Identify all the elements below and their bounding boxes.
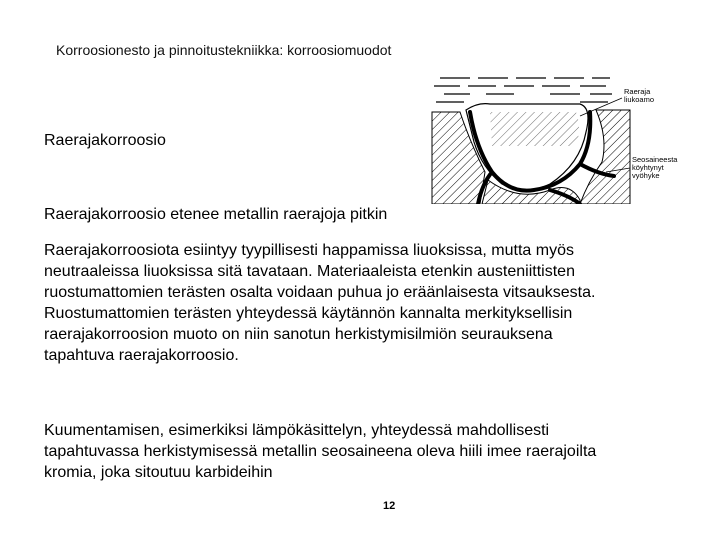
metal-grain-center-shade [490,112,579,146]
paragraph-sensitization: Kuumentamisen, esimerkiksi lämpökäsittelyn, yhteydessä mahdollisesti tapahtuvassa herkistymisessä metallin seosaineena oleva hiili imee raerajoilta kromia, joka sitoutuu karbideihin [44,422,597,481]
page-number: 12 [383,500,396,512]
intergranular-corrosion-diagram [430,72,680,204]
slide-title: Raerajakorroosio [44,132,166,149]
paragraph-occurrence: Raerajakorroosiota esiintyy tyypillisesti happamissa liuoksissa, mutta myös neutraaleissa liuoksissa sitä tavataan. Materiaaleista etenkin austeniittisten ruostumattomien terästen osalta voidaan puhua jo eräänlaisesta vitsauksesta. Ruostumattomien terästen yhteydessä käytännön kannalta merkityksellisin raerajakorroosion muoto on niin sanotun herkistymisilmiön seurauksena tapahtuva raerajakorroosio. [44,242,596,364]
slide-header: Korroosionesto ja pinnoitustekniikka: korroosiomuodot [56,42,392,58]
label-grain-boundary: Raeraja liukoamo [624,87,655,104]
paragraph-intro: Raerajakorroosio etenee metallin raerajoja pitkin [44,206,388,223]
electrolyte-lines [434,78,612,102]
label-depleted-zone: Seosaineesta köyhtynyt vyöhyke [632,155,678,180]
diagram-svg [430,72,680,204]
